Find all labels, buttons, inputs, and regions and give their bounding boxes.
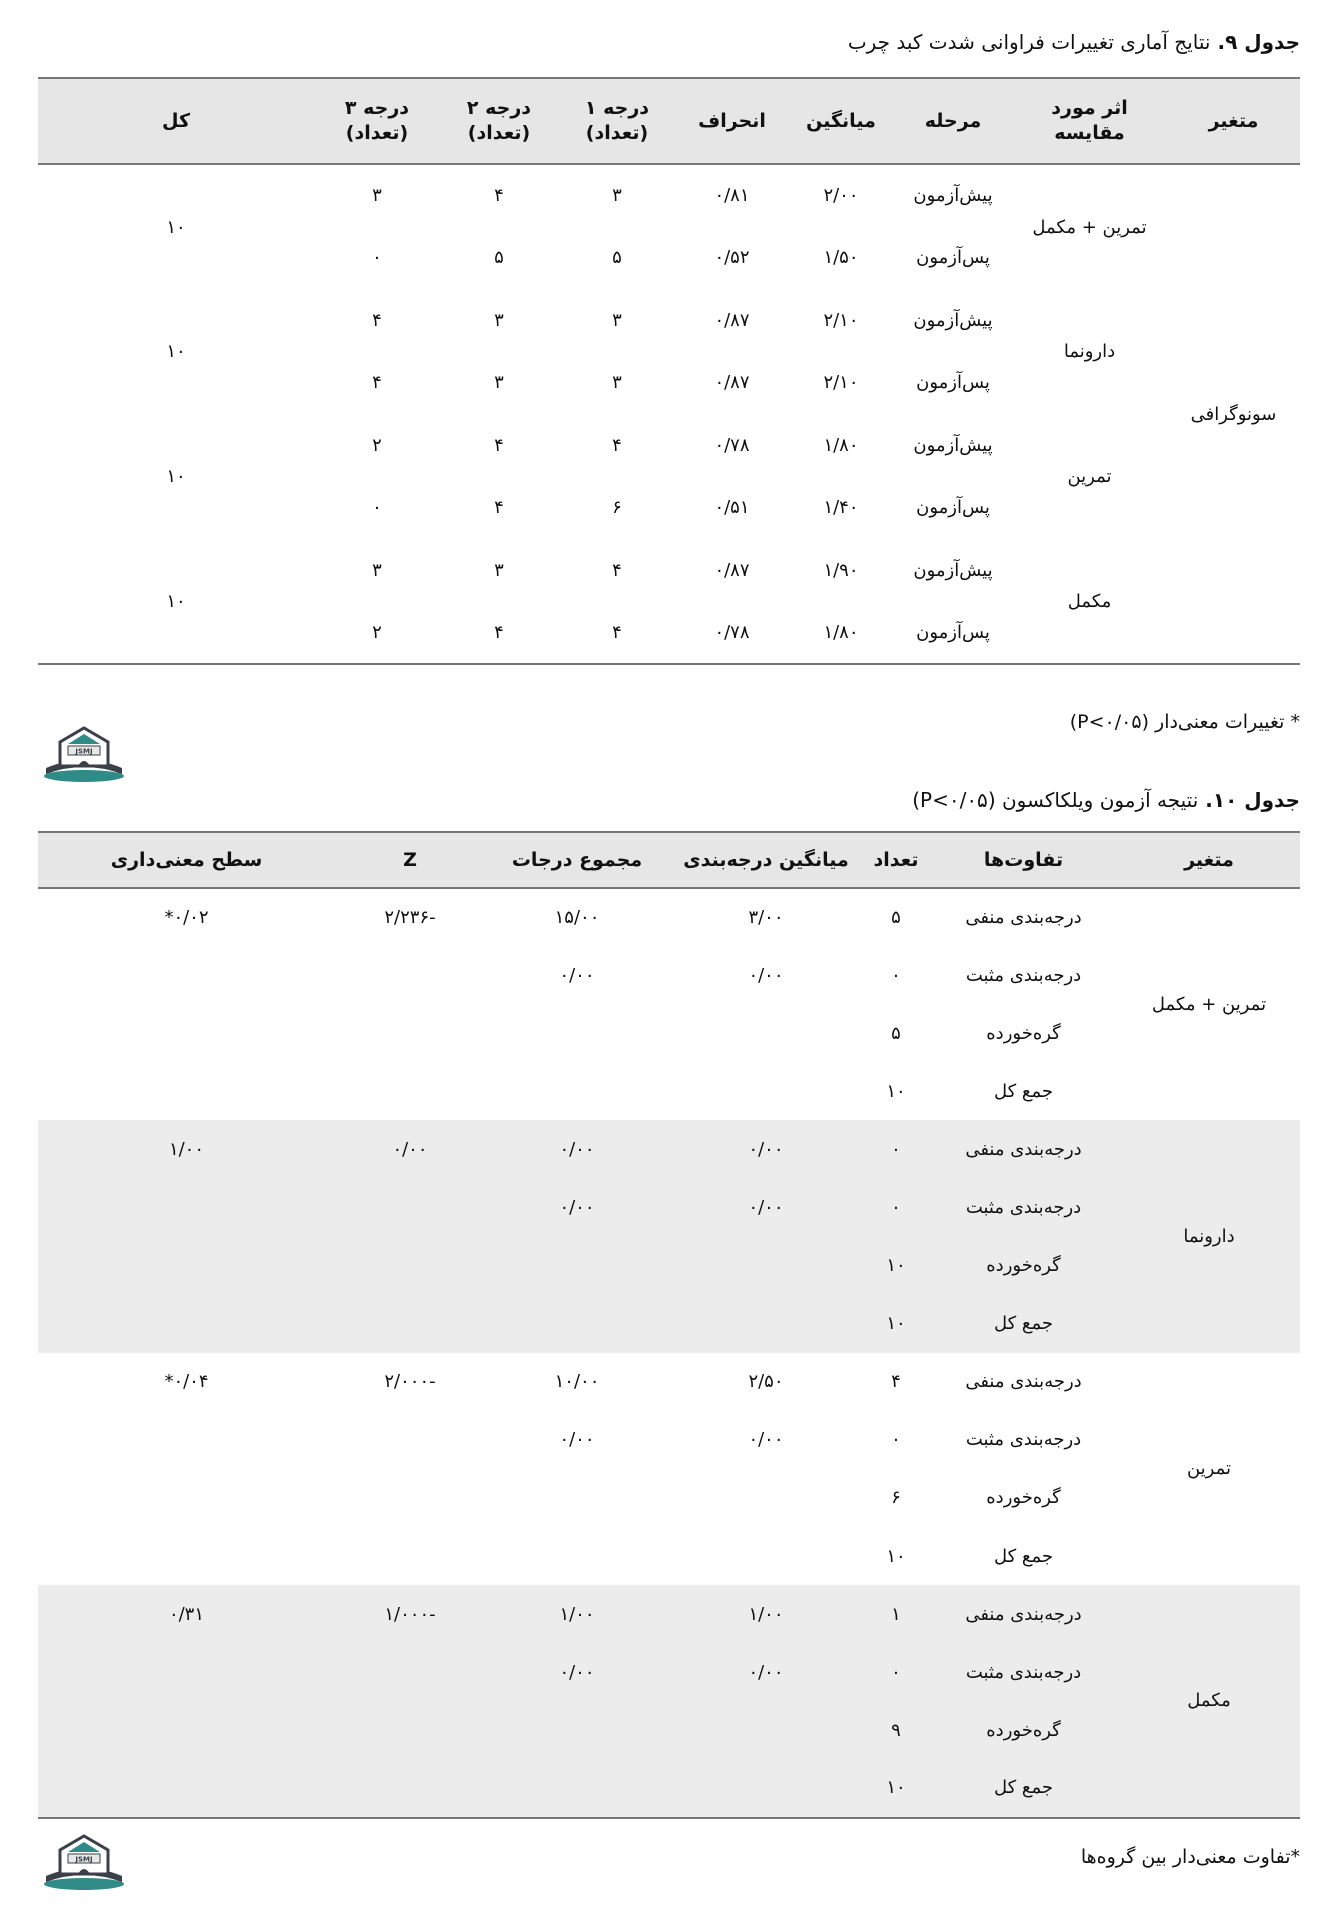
cell-mean-rank (669, 1237, 863, 1295)
cell-sum-ranks: ۱۰/۰۰ (554, 1371, 600, 1393)
cell-difference-label: گره‌خورده (929, 1237, 1118, 1295)
cell-sum-ranks: ۰/۰۰ (559, 1429, 595, 1451)
cell-mean-rank: ۲/۵۰ (748, 1371, 784, 1393)
table-row (38, 1237, 1300, 1295)
cell-sd: ۰/۸۷ (714, 559, 750, 581)
cell-difference-label: درجه‌بندی منفی (929, 1585, 1118, 1643)
cell-mean: ۱/۸۰ (823, 621, 859, 643)
header-stage: مرحله (894, 78, 1012, 164)
table9-footnote: * تغییرات معنی‌دار (P<۰/۰۵) (1069, 711, 1300, 733)
cell-sum-ranks: ۰/۰۰ (485, 1178, 669, 1236)
table-row (38, 1295, 1300, 1353)
cell-significance (38, 1527, 335, 1585)
table-row (38, 539, 1300, 602)
logo-text: JSMJ (75, 747, 93, 756)
cell-mean-rank (669, 1701, 863, 1759)
cell-difference-label: درجه‌بندی منفی (929, 1120, 1118, 1178)
cell-total: ۱۰ (166, 216, 186, 238)
cell-mean-rank (669, 1527, 863, 1585)
cell-difference-label: درجه‌بندی منفی (965, 907, 1082, 929)
table9-body (38, 164, 1300, 664)
cell-difference-label: گره‌خورده (929, 1701, 1118, 1759)
table10-footnote: *تفاوت معنی‌دار بین گروه‌ها (1080, 1846, 1300, 1868)
cell-significance (38, 1062, 335, 1120)
cell-sum-ranks: ۰/۰۰ (485, 1643, 669, 1701)
cell-mean-rank: ۰/۰۰ (669, 1120, 863, 1178)
cell-significance (38, 1469, 335, 1527)
table-row (38, 1353, 1300, 1411)
cell-mean-rank: ۰/۰۰ (748, 1429, 784, 1451)
cell-variable: سونوگرافی (1190, 403, 1277, 425)
cell-variable: تمرین (1186, 1458, 1232, 1480)
cell-degree3: ۰ (372, 497, 382, 519)
table10-caption-text: نتیجه آزمون ویلکاکسون (P<۰/۰۵) (912, 788, 1199, 812)
cell-z (335, 1237, 485, 1295)
cell-degree3: ۳ (372, 185, 382, 207)
cell-count: ۱ (863, 1585, 929, 1643)
cell-sum-ranks (485, 1759, 669, 1817)
cell-sum-ranks: ۰/۰۰ (485, 1120, 669, 1178)
cell-sum-ranks (485, 1469, 669, 1527)
cell-stage: پیش‌آزمون (913, 434, 993, 456)
cell-count: ۰ (863, 1120, 929, 1178)
cell-stage: پس‌آزمون (916, 497, 990, 519)
cell-z (335, 1411, 485, 1469)
cell-count: ۱۰ (863, 1295, 929, 1353)
cell-z (335, 1759, 485, 1817)
table-row (38, 1527, 1300, 1585)
table-row (38, 1701, 1300, 1759)
cell-degree3: ۲ (372, 434, 382, 456)
table9-caption-label: جدول ۹. (1217, 30, 1300, 54)
cell-count: ۵ (891, 907, 901, 929)
table10-group (38, 1120, 1300, 1352)
table-row (38, 1178, 1300, 1236)
table10-group (38, 1585, 1300, 1817)
table10-caption (912, 788, 1300, 812)
cell-degree2: ۳ (494, 309, 504, 331)
cell-sum-ranks (485, 1062, 669, 1120)
cell-count: ۵ (891, 1022, 901, 1044)
cell-mean-rank (669, 1295, 863, 1353)
cell-sum-ranks (485, 1701, 669, 1759)
cell-sd: ۰/۷۸ (714, 434, 750, 456)
table-row (38, 1411, 1300, 1469)
cell-degree1: ۴ (612, 621, 622, 643)
cell-effect: دارونما (1063, 341, 1116, 362)
table-row (38, 164, 1300, 227)
cell-difference-label: درجه‌بندی مثبت (929, 1178, 1118, 1236)
table10-header-row (38, 832, 1300, 888)
cell-stage: پیش‌آزمون (913, 559, 993, 581)
header-sum-ranks: مجموع درجات (485, 832, 669, 888)
cell-difference-label: جمع کل (993, 1545, 1054, 1567)
cell-sd: ۰/۷۸ (714, 621, 750, 643)
header-sd: انحراف (676, 78, 788, 164)
header-total: کل (38, 78, 314, 164)
cell-difference-label: درجه‌بندی مثبت (965, 1429, 1082, 1451)
cell-mean-rank (669, 1759, 863, 1817)
cell-total: ۱۰ (166, 466, 186, 487)
cell-significance: ۰/۰۲* (164, 907, 209, 929)
cell-sd: ۰/۵۲ (714, 247, 750, 269)
cell-degree1: ۳ (612, 372, 622, 394)
cell-significance (38, 1237, 335, 1295)
cell-stage: پس‌آزمون (916, 372, 990, 394)
journal-logo-icon (38, 722, 130, 784)
cell-stage: پس‌آزمون (916, 621, 990, 643)
header-mean-rank: میانگین درجه‌بندی (669, 832, 863, 888)
cell-degree3: ۰ (372, 247, 382, 269)
cell-significance: ۱/۰۰ (38, 1120, 335, 1178)
cell-degree1: ۴ (612, 559, 622, 581)
cell-significance: ۰/۳۱ (38, 1585, 335, 1643)
cell-total: ۱۰ (166, 590, 186, 612)
table-row (38, 289, 1300, 352)
cell-mean-rank (669, 1062, 863, 1120)
header-degree2: درجه ۲ (تعداد) (440, 78, 558, 164)
table9-header-row (38, 78, 1300, 164)
document-page (38, 0, 1300, 1922)
cell-sd: ۰/۵۱ (714, 497, 750, 519)
table-row (38, 1062, 1300, 1120)
table-row (38, 1469, 1300, 1527)
table-row (38, 1004, 1300, 1062)
cell-degree1: ۵ (612, 247, 622, 269)
cell-difference-label: جمع کل (929, 1759, 1118, 1817)
cell-degree2: ۳ (494, 559, 504, 581)
cell-difference-label: گره‌خورده (986, 1022, 1061, 1044)
cell-mean: ۱/۸۰ (823, 434, 859, 456)
table-row (38, 414, 1300, 477)
table10 (38, 831, 1300, 1819)
cell-z (335, 1178, 485, 1236)
cell-difference-label: گره‌خورده (986, 1487, 1061, 1509)
cell-count: ۰ (863, 1178, 929, 1236)
cell-z: -۲/۲۳۶ (384, 907, 436, 929)
cell-count: ۰ (863, 1643, 929, 1701)
header-effect: اثر مورد مقایسه (1012, 78, 1167, 164)
cell-degree2: ۳ (494, 372, 504, 394)
cell-z (335, 1295, 485, 1353)
table-row (38, 1120, 1300, 1178)
cell-z (335, 1062, 485, 1120)
cell-variable: تمرین + مکمل (1151, 994, 1267, 1016)
cell-significance (38, 1411, 335, 1469)
header-significance: سطح معنی‌داری (38, 832, 335, 888)
cell-sum-ranks: ۰/۰۰ (559, 964, 595, 986)
cell-count: ۰ (891, 964, 901, 986)
cell-sd: ۰/۸۱ (714, 185, 750, 207)
cell-sum-ranks (485, 1527, 669, 1585)
cell-degree3: ۴ (372, 372, 382, 394)
cell-difference-label: درجه‌بندی مثبت (965, 964, 1082, 986)
header-degree3: درجه ۳ (تعداد) (314, 78, 440, 164)
cell-mean-rank: ۱/۰۰ (669, 1585, 863, 1643)
header-variable: متغیر (1167, 78, 1300, 164)
cell-mean-rank (669, 1469, 863, 1527)
cell-mean: ۲/۰۰ (823, 185, 859, 207)
cell-significance (38, 1643, 335, 1701)
cell-significance (38, 1178, 335, 1236)
cell-z: -۲/۰۰۰ (384, 1371, 436, 1393)
table10-caption-label: جدول ۱۰. (1205, 788, 1300, 812)
header-differences: تفاوت‌ها (929, 832, 1118, 888)
cell-sd: ۰/۸۷ (714, 372, 750, 394)
cell-z: ۰/۰۰ (335, 1120, 485, 1178)
cell-variable: دارونما (1118, 1120, 1300, 1352)
header-z: Z (335, 832, 485, 888)
cell-significance (38, 1295, 335, 1353)
header-mean: میانگین (788, 78, 894, 164)
table10-group (38, 888, 1300, 1120)
cell-stage: پس‌آزمون (916, 247, 990, 269)
cell-sum-ranks (485, 1004, 669, 1062)
cell-sd: ۰/۸۷ (714, 309, 750, 331)
cell-significance: ۰/۰۴* (164, 1371, 209, 1393)
cell-count: ۴ (891, 1371, 901, 1393)
table-row (38, 888, 1300, 946)
cell-mean: ۱/۵۰ (823, 247, 859, 269)
cell-z (335, 1527, 485, 1585)
cell-count: ۱۰ (863, 1759, 929, 1817)
table-row (38, 1585, 1300, 1643)
cell-count: ۱۰ (886, 1080, 906, 1102)
cell-effect: تمرین + مکمل (1032, 216, 1147, 238)
cell-sum-ranks: ۱/۰۰ (485, 1585, 669, 1643)
cell-difference-label: درجه‌بندی منفی (965, 1371, 1082, 1393)
table-row (38, 946, 1300, 1004)
cell-degree2: ۵ (494, 247, 504, 269)
cell-degree1: ۶ (612, 497, 622, 519)
cell-mean: ۱/۴۰ (823, 497, 859, 519)
cell-z (335, 1004, 485, 1062)
cell-z (335, 1469, 485, 1527)
cell-sum-ranks (485, 1295, 669, 1353)
cell-effect: مکمل (1067, 590, 1112, 612)
table9-caption (848, 30, 1300, 54)
journal-logo-icon (38, 1830, 130, 1892)
table9 (38, 77, 1300, 665)
cell-difference-label: درجه‌بندی مثبت (929, 1643, 1118, 1701)
cell-degree3: ۲ (372, 621, 382, 643)
cell-mean: ۲/۱۰ (823, 372, 859, 394)
cell-significance (38, 1759, 335, 1817)
cell-variable: مکمل (1118, 1585, 1300, 1817)
table10-group (38, 1353, 1300, 1585)
cell-count: ۱۰ (863, 1237, 929, 1295)
cell-stage: پیش‌آزمون (913, 185, 993, 207)
table-row (38, 1759, 1300, 1817)
cell-mean: ۲/۱۰ (823, 309, 859, 331)
cell-degree2: ۴ (494, 621, 504, 643)
cell-significance (38, 946, 335, 1004)
cell-z (335, 1701, 485, 1759)
cell-degree2: ۴ (494, 185, 504, 207)
cell-degree1: ۳ (612, 309, 622, 331)
header-degree1: درجه ۱ (تعداد) (558, 78, 676, 164)
cell-difference-label: جمع کل (993, 1080, 1054, 1102)
cell-degree1: ۴ (612, 434, 622, 456)
cell-z (335, 1643, 485, 1701)
cell-degree3: ۳ (372, 559, 382, 581)
cell-sum-ranks (485, 1237, 669, 1295)
cell-effect: تمرین (1067, 466, 1112, 487)
cell-significance (38, 1701, 335, 1759)
cell-degree3: ۴ (372, 309, 382, 331)
cell-mean-rank: ۳/۰۰ (748, 907, 784, 929)
cell-significance (38, 1004, 335, 1062)
table9-caption-text: نتایج آماری تغییرات فراوانی شدت کبد چرب (847, 30, 1211, 54)
cell-z (335, 946, 485, 1004)
cell-degree2: ۴ (494, 497, 504, 519)
header-variable: متغیر (1118, 832, 1300, 888)
cell-degree1: ۳ (612, 185, 622, 207)
cell-stage: پیش‌آزمون (913, 309, 993, 331)
cell-mean-rank (669, 1004, 863, 1062)
table-row (38, 1643, 1300, 1701)
logo-text: JSMJ (75, 1855, 93, 1864)
cell-count: ۶ (891, 1487, 901, 1509)
cell-count: ۰ (891, 1429, 901, 1451)
cell-difference-label: جمع کل (929, 1295, 1118, 1353)
cell-mean-rank: ۰/۰۰ (669, 1643, 863, 1701)
cell-degree2: ۴ (494, 434, 504, 456)
header-count: تعداد (863, 832, 929, 888)
cell-z: -۱/۰۰۰ (335, 1585, 485, 1643)
cell-count: ۱۰ (886, 1545, 906, 1567)
cell-total: ۱۰ (166, 341, 186, 362)
cell-mean-rank: ۰/۰۰ (748, 964, 784, 986)
cell-sum-ranks: ۱۵/۰۰ (554, 907, 600, 929)
cell-mean: ۱/۹۰ (823, 559, 859, 581)
cell-count: ۹ (863, 1701, 929, 1759)
cell-mean-rank: ۰/۰۰ (669, 1178, 863, 1236)
